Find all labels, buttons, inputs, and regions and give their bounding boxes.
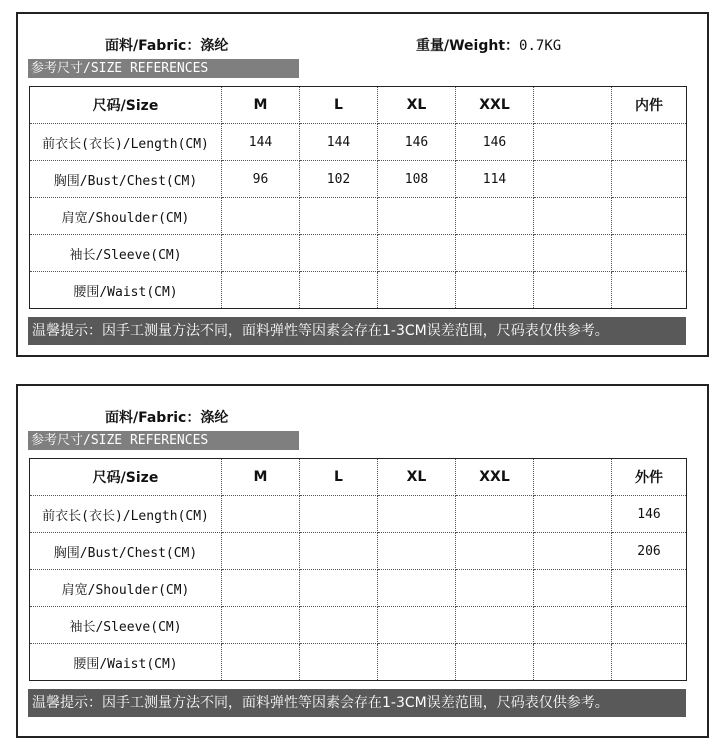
table-header-row xyxy=(30,459,687,496)
table-cell xyxy=(456,533,534,570)
table-cell: 108 xyxy=(378,161,456,198)
fabric-value: 涤纶 xyxy=(200,410,229,426)
table-cell xyxy=(612,124,687,161)
table-cell xyxy=(612,272,687,309)
header-cell: XXL xyxy=(456,459,534,496)
weight-value: 0.7KG xyxy=(519,38,562,54)
row-label: 腰围/Waist(CM) xyxy=(30,644,222,681)
table-cell xyxy=(300,198,378,235)
table-cell: 144 xyxy=(222,124,300,161)
table-cell xyxy=(300,496,378,533)
row-label: 前衣长(衣长)/Length(CM) xyxy=(30,496,222,533)
table-cell xyxy=(534,496,612,533)
table-cell: 96 xyxy=(222,161,300,198)
measurement-note: 温馨提示：因手工测量方法不同，面料弹性等因素会存在1-3CM误差范围，尺码表仅供参考。 xyxy=(28,317,686,345)
header-cell xyxy=(534,459,612,496)
table-cell xyxy=(534,570,612,607)
header-cell: M xyxy=(222,459,300,496)
fabric-value: 涤纶 xyxy=(200,38,229,54)
table-cell xyxy=(378,570,456,607)
weight-info xyxy=(416,35,561,55)
row-label: 肩宽/Shoulder(CM) xyxy=(30,570,222,607)
row-label: 腰围/Waist(CM) xyxy=(30,272,222,309)
table-cell xyxy=(534,272,612,309)
table-cell xyxy=(456,272,534,309)
table-header-row xyxy=(30,87,687,124)
size-chart-panel-outer xyxy=(16,384,709,738)
table-cell xyxy=(222,570,300,607)
row-label: 胸围/Bust/Chest(CM) xyxy=(30,161,222,198)
table-cell xyxy=(456,644,534,681)
table-cell: 146 xyxy=(378,124,456,161)
table-cell xyxy=(222,607,300,644)
table-cell: 146 xyxy=(456,124,534,161)
table-cell xyxy=(612,198,687,235)
table-cell xyxy=(300,607,378,644)
table-cell xyxy=(378,607,456,644)
table-cell xyxy=(534,644,612,681)
table-cell: 206 xyxy=(612,533,687,570)
table-cell xyxy=(378,496,456,533)
row-label: 前衣长(衣长)/Length(CM) xyxy=(30,124,222,161)
size-references-title: 参考尺寸/SIZE REFERENCES xyxy=(28,59,299,78)
table-cell: 146 xyxy=(612,496,687,533)
header-cell: XXL xyxy=(456,87,534,124)
header-cell: L xyxy=(300,459,378,496)
table-cell xyxy=(378,198,456,235)
table-cell xyxy=(456,607,534,644)
table-cell xyxy=(612,235,687,272)
header-cell: 尺码/Size xyxy=(30,459,222,496)
table-cell xyxy=(378,533,456,570)
table-row xyxy=(30,272,687,309)
table-cell xyxy=(612,161,687,198)
row-label: 胸围/Bust/Chest(CM) xyxy=(30,533,222,570)
table-cell xyxy=(612,570,687,607)
table-cell xyxy=(456,235,534,272)
table-cell xyxy=(456,496,534,533)
table-cell xyxy=(456,198,534,235)
header-cell: L xyxy=(300,87,378,124)
fabric-info xyxy=(105,35,228,55)
table-row xyxy=(30,161,687,198)
table-cell xyxy=(534,533,612,570)
table-cell xyxy=(612,644,687,681)
table-cell xyxy=(378,272,456,309)
table-cell xyxy=(534,235,612,272)
table-row xyxy=(30,496,687,533)
table-cell xyxy=(378,235,456,272)
table-cell xyxy=(222,235,300,272)
table-cell xyxy=(534,607,612,644)
fabric-label: 面料/Fabric： xyxy=(105,38,201,54)
header-cell: 尺码/Size xyxy=(30,87,222,124)
header-cell xyxy=(534,87,612,124)
table-cell xyxy=(300,533,378,570)
header-cell: 外件 xyxy=(612,459,687,496)
table-cell xyxy=(612,607,687,644)
table-cell xyxy=(222,272,300,309)
header-cell: XL xyxy=(378,87,456,124)
row-label: 肩宽/Shoulder(CM) xyxy=(30,198,222,235)
table-cell: 144 xyxy=(300,124,378,161)
table-row xyxy=(30,235,687,272)
table-cell xyxy=(300,272,378,309)
table-row xyxy=(30,533,687,570)
weight-label: 重量/Weight： xyxy=(416,38,520,54)
table-cell: 114 xyxy=(456,161,534,198)
table-cell: 102 xyxy=(300,161,378,198)
table-cell xyxy=(534,161,612,198)
size-references-title: 参考尺寸/SIZE REFERENCES xyxy=(28,431,299,450)
row-label: 袖长/Sleeve(CM) xyxy=(30,607,222,644)
header-cell: M xyxy=(222,87,300,124)
table-cell xyxy=(456,570,534,607)
size-chart-panel-inner xyxy=(16,12,709,357)
fabric-info xyxy=(105,407,228,427)
table-cell xyxy=(378,644,456,681)
table-cell xyxy=(534,198,612,235)
header-cell: XL xyxy=(378,459,456,496)
table-cell xyxy=(300,570,378,607)
measurement-note: 温馨提示：因手工测量方法不同，面料弹性等因素会存在1-3CM误差范围，尺码表仅供参考。 xyxy=(28,689,686,717)
size-table xyxy=(29,86,687,309)
size-table xyxy=(29,458,687,681)
table-cell xyxy=(300,235,378,272)
table-row xyxy=(30,607,687,644)
table-row xyxy=(30,198,687,235)
row-label: 袖长/Sleeve(CM) xyxy=(30,235,222,272)
table-cell xyxy=(222,198,300,235)
table-row xyxy=(30,124,687,161)
header-cell: 内件 xyxy=(612,87,687,124)
table-cell xyxy=(300,644,378,681)
table-row xyxy=(30,570,687,607)
table-cell xyxy=(222,533,300,570)
fabric-label: 面料/Fabric： xyxy=(105,410,201,426)
table-cell xyxy=(222,496,300,533)
table-row xyxy=(30,644,687,681)
table-cell xyxy=(534,124,612,161)
table-cell xyxy=(222,644,300,681)
